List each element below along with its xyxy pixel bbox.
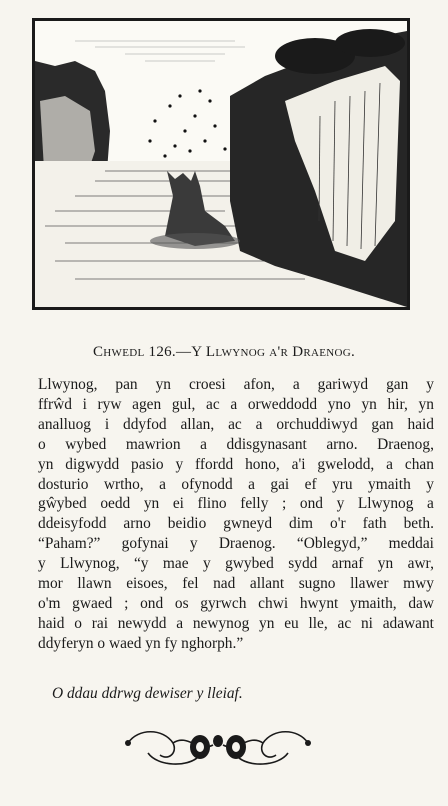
text-line: haid o rai newydd a newynog yn eu lle, ac ni adawant — [38, 614, 434, 632]
fable-illustration — [32, 18, 410, 310]
text-line: ddyferyn o waed yn fy nghorph.” — [38, 634, 244, 652]
fable-body — [38, 375, 434, 654]
text-line: y Llwynog, “y mae y gwybed sydd arnaf yn awr, — [38, 555, 434, 573]
text-line: “Paham?” gofynai y Draenog. “Oblegyd,” meddai — [38, 535, 434, 553]
fable-title: Chwedl 126.—Y Llwynog a'r Draenog. — [92, 344, 356, 360]
text-line: analluog i ddyfod allan, ac a orchuddiwyd gan haid — [38, 415, 434, 433]
text-line: gŵybed oedd yn ei flino felly ; ond y Llwynog a — [38, 495, 434, 513]
fable-moral: O ddau ddrwg dewiser y lleiaf. — [52, 685, 243, 702]
text-line: ffrŵd i ryw agen gul, ac a orweddodd yno yn hir, yn — [38, 395, 434, 413]
text-line: yn digwydd pasio y ffordd hono, a'i gwelodd, a chan — [38, 455, 434, 473]
floral-scroll-ornament-icon — [118, 723, 318, 771]
text-line: mor llawn eisoes, fel nad allant sugno llawer mwy — [38, 575, 434, 593]
text-line: dosturio wrtho, a ofynodd a gai ef yru ymaith y — [38, 475, 434, 493]
text-line: ddeisyfodd arno beidio gwneyd dim o'r fath beth. — [38, 515, 434, 533]
fox-in-river-engraving-icon — [35, 21, 407, 307]
text-line: o wybed mawrion a ddisgynasant arno. Draenog, — [38, 435, 434, 453]
text-line: Llwynog, pan yn croesi afon, a gariwyd gan y — [38, 376, 434, 393]
text-line: o'm gwaed ; ond os gyrwch chwi hwynt ymaith, daw — [38, 594, 434, 612]
